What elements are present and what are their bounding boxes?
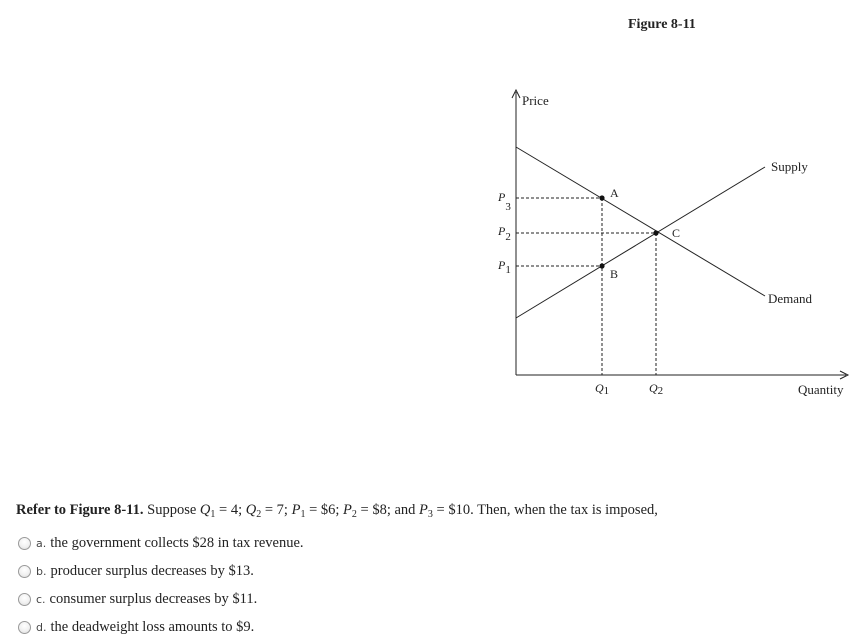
supply-label: Supply (771, 159, 808, 174)
point-a-dot (599, 195, 604, 200)
point-a-label: A (610, 186, 619, 200)
option-b-letter: b. (36, 564, 47, 578)
question-reference: Refer to Figure 8-11. (16, 502, 144, 518)
point-c-dot (653, 230, 658, 235)
x-axis-label: Quantity (798, 382, 844, 397)
option-b-text: producer surplus decreases by $13. (50, 562, 254, 579)
point-c-label: C (672, 226, 681, 240)
p3-label: P3 (498, 190, 511, 213)
option-b-radio[interactable] (18, 565, 31, 578)
q2-label: Q2 (649, 381, 664, 397)
demand-label: Demand (768, 291, 813, 306)
figure-title: Figure 8-11 (628, 17, 696, 32)
option-a-radio[interactable] (18, 537, 31, 550)
option-c[interactable] (18, 585, 304, 613)
option-a-letter: a. (36, 536, 47, 550)
option-d-letter: d. (36, 620, 47, 634)
question-text: Refer to Figure 8-11. Suppose $Q_1 = 4$; $Q_2 = 7$; $P_1$ = $6; $P_2$ = $8; and $P_3$ = $10. Then, when the tax is imposed, (16, 502, 658, 520)
y-axis-label: Price (522, 93, 549, 108)
point-b-label: B (610, 267, 619, 281)
supply-curve (516, 167, 765, 318)
p1-label: P1 (498, 258, 511, 276)
option-c-letter: c. (36, 592, 46, 606)
option-a[interactable] (18, 529, 304, 557)
option-b[interactable] (18, 557, 304, 585)
option-c-text: consumer surplus decreases by $11. (49, 590, 258, 607)
option-a-text: the government collects $28 in tax revenue. (50, 534, 304, 551)
option-c-radio[interactable] (18, 593, 31, 606)
answer-options (18, 529, 304, 641)
point-b-dot (599, 263, 604, 268)
p2-label: P2 (498, 224, 511, 243)
option-d-radio[interactable] (18, 621, 31, 634)
option-d-text: the deadweight loss amounts to $9. (50, 618, 255, 635)
q1-label: Q1 (595, 381, 610, 397)
demand-curve (516, 147, 765, 296)
